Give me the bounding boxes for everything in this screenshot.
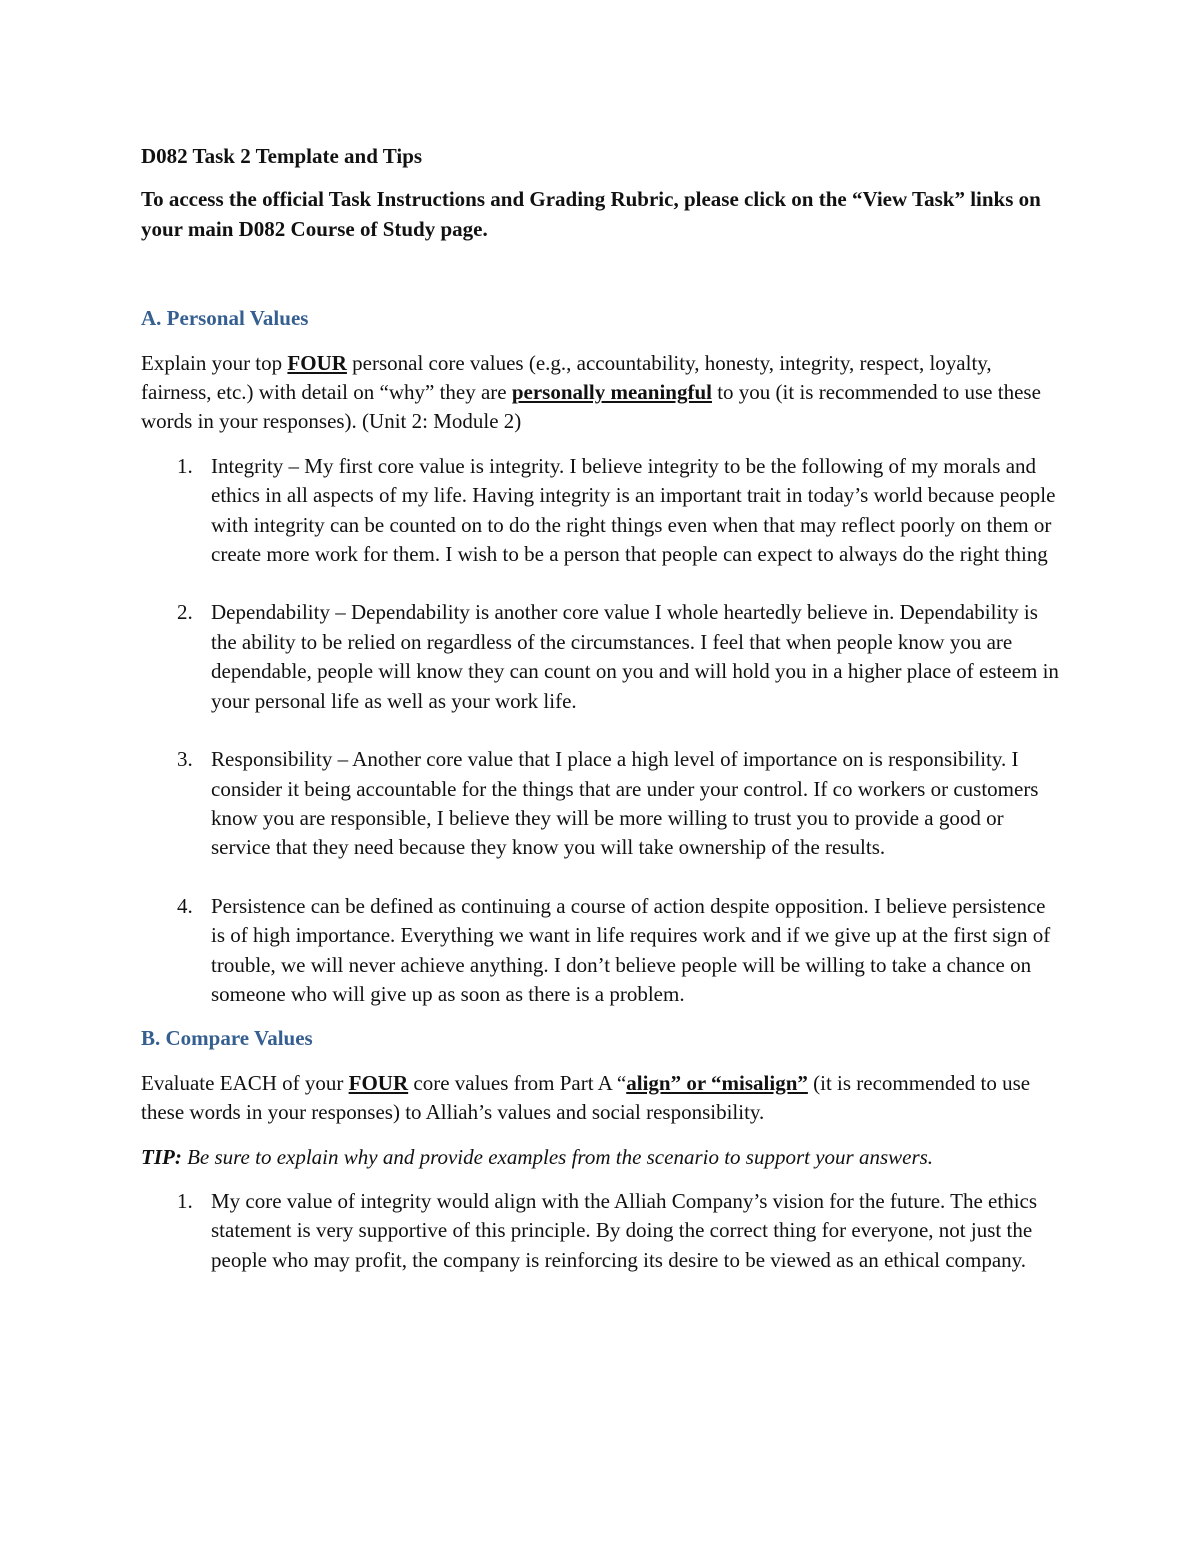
section-b-heading: B. Compare Values xyxy=(141,1026,313,1051)
list-text: Responsibility – Another core value that I place a high level of importance on is responsibility. I consider it being accountable for the things that are under your control. If co workers or customers know you are responsible, I believe they will be more willing to trust you to provide a good or service that they need because they know you will take ownership of the results. xyxy=(211,747,1039,860)
list-text: My core value of integrity would align with the Alliah Company’s vision for the future. The ethics statement is very supportive of this principle. By doing the correct thing for everyone, not just the people who may profit, the company is reinforcing its desire to be viewed as an ethical company. xyxy=(211,1188,1038,1272)
section-b-prompt xyxy=(141,1069,1061,1128)
prompt-text: personal core values (e.g., accountability, honesty, integrity, respect, loyalty, fairness, etc.) with detail on “why” they are xyxy=(141,350,992,405)
intro-text: To access the official Task Instructions and Grading Rubric, please click on the “View Task” links on your main D082 Course of Study page. xyxy=(141,187,1041,241)
list-number: 4. xyxy=(177,893,193,918)
emphasis-four: FOUR xyxy=(287,350,347,375)
list-number: 3. xyxy=(177,747,193,772)
tip-label: TIP: xyxy=(141,1144,182,1169)
prompt-text: core values from Part A “ xyxy=(408,1070,627,1095)
list-number: 1. xyxy=(177,453,193,478)
list-item xyxy=(141,745,1061,863)
emphasis-align: align” or “misalign” xyxy=(626,1070,808,1095)
list-item xyxy=(141,598,1061,716)
tip-text xyxy=(141,1143,1061,1172)
document-title: D082 Task 2 Template and Tips xyxy=(141,144,423,168)
document-page xyxy=(141,142,1061,1275)
tip-body: Be sure to explain why and provide examples from the scenario to support your answers. xyxy=(181,1144,934,1169)
list-text: Integrity – My first core value is integrity. I believe integrity to be the following of my morals and ethics in all aspects of my life. Having integrity is an important trait in today’s world because people with integrity can be counted on to do the right things even when that may reflect poorly on them or create more work for them. I wish to be a person that people can expect to always do the right thing xyxy=(211,453,1056,567)
list-number: 2. xyxy=(177,600,193,625)
compare-values-list xyxy=(141,1187,1061,1275)
list-item xyxy=(141,1187,1061,1275)
list-number: 1. xyxy=(177,1188,193,1213)
prompt-text: (it is recommended to use these words in your responses) to Alliah’s values and social responsibility. xyxy=(141,1070,1031,1125)
list-item xyxy=(141,452,1061,570)
section-a-prompt xyxy=(141,349,1061,437)
emphasis-four: FOUR xyxy=(348,1070,409,1095)
prompt-text: Explain your top xyxy=(141,350,288,375)
prompt-text: Evaluate EACH of your xyxy=(141,1070,349,1095)
section-a-heading: A. Personal Values xyxy=(141,306,309,331)
emphasis-meaningful: personally meaningful xyxy=(511,380,712,405)
list-item xyxy=(141,892,1061,1010)
list-text: Persistence can be defined as continuing a course of action despite opposition. I believe persistence is of high importance. Everything we want in life requires work and if we give up at the first sign of trouble, we will never achieve anything. I don’t believe people will be willing to take a chance on someone who will give up as soon as there is a problem. xyxy=(211,893,1051,1006)
prompt-text: to you (it is recommended to use these words in your responses). (Unit 2: Module 2) xyxy=(141,380,1041,434)
personal-values-list xyxy=(141,452,1061,1010)
list-text: Dependability – Dependability is another core value I whole heartedly believe in. Dependability is the ability to be relied on regardless of the circumstances. I feel that when people know you are dependable, people will know they can count on you and will hold you in a higher place of esteem in your personal life as well as your work life. xyxy=(211,600,1059,713)
